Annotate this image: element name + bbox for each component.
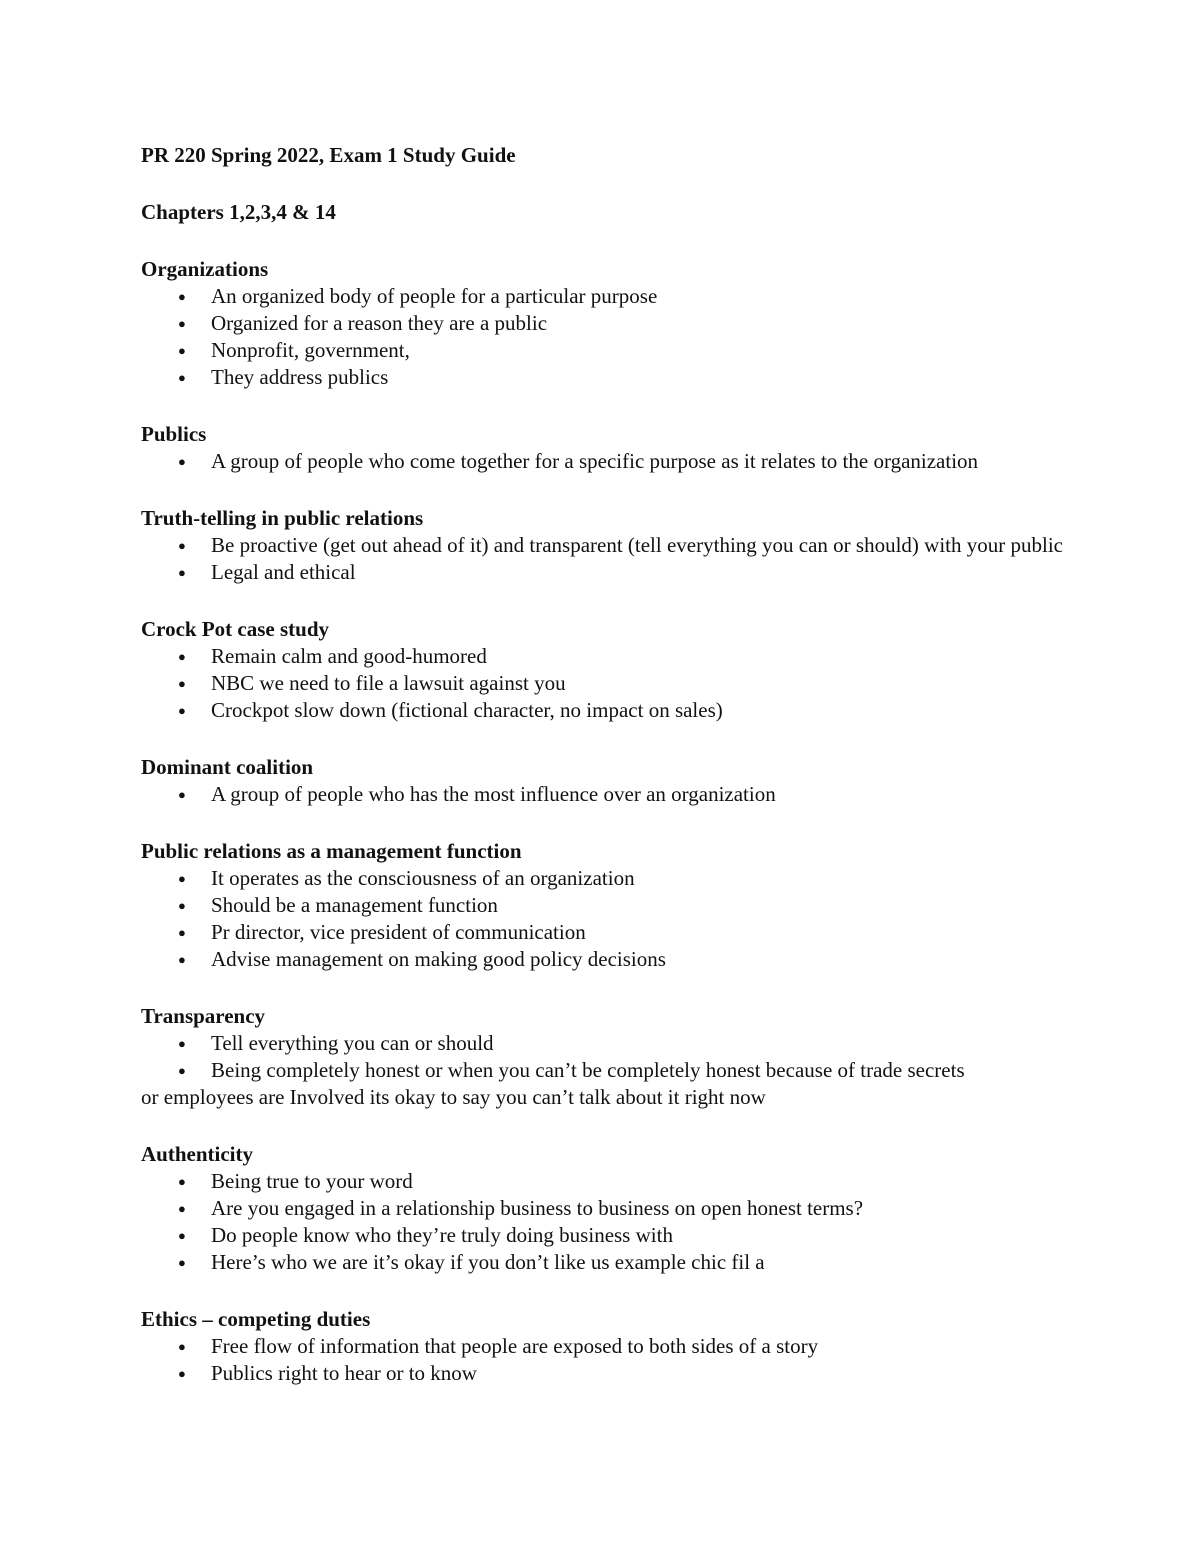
bullet-list (141, 643, 1191, 724)
bullet-item: ● Nonprofit, government, (141, 337, 1191, 364)
bullet-item: ● It operates as the consciousness of an organization (141, 865, 1191, 892)
section-authenticity (141, 1141, 1191, 1276)
section-crock-pot (141, 616, 1191, 724)
bullet-list (141, 781, 1191, 808)
section-transparency (141, 1003, 1191, 1111)
section-heading: Publics (141, 422, 207, 446)
document-title: PR 220 Spring 2022, Exam 1 Study Guide (141, 143, 516, 167)
bullet-item: ● Organized for a reason they are a public (141, 310, 1191, 337)
section-heading: Organizations (141, 257, 269, 281)
section-heading: Crock Pot case study (141, 617, 330, 641)
bullet-list (141, 1333, 1191, 1387)
bullet-item: ● Pr director, vice president of communication (141, 919, 1191, 946)
bullet-item: ● Tell everything you can or should (141, 1030, 1191, 1057)
section-heading: Authenticity (141, 1142, 253, 1166)
section-dominant-coalition (141, 754, 1191, 808)
section-heading: Ethics – competing duties (141, 1307, 371, 1331)
section-organizations (141, 256, 1191, 391)
bullet-item: ● An organized body of people for a particular purpose (141, 283, 1191, 310)
bullet-list (141, 1168, 1191, 1276)
section-ethics (141, 1306, 1191, 1387)
bullet-list (141, 283, 1191, 391)
section-publics (141, 421, 1191, 475)
bullet-item: ● A group of people who come together for a specific purpose as it relates to the organization (141, 448, 1191, 475)
section-heading: Dominant coalition (141, 755, 314, 779)
bullet-item: ● A group of people who has the most influence over an organization (141, 781, 1191, 808)
document-page (141, 142, 1191, 1417)
section-heading: Transparency (141, 1004, 266, 1028)
section-heading: Public relations as a management function (141, 839, 522, 863)
bullet-list (141, 865, 1191, 973)
chapters-line: Chapters 1,2,3,4 & 14 (141, 200, 336, 224)
section-management-function (141, 838, 1191, 973)
bullet-item: ● Being completely honest or when you can’t be completely honest because of trade secrets (141, 1057, 1191, 1084)
bullet-item: ● Be proactive (get out ahead of it) and transparent (tell everything you can or should) with your public (141, 532, 1191, 559)
section-truth-telling (141, 505, 1191, 586)
bullet-item: ● NBC we need to file a lawsuit against you (141, 670, 1191, 697)
bullet-item: ● Crockpot slow down (fictional character, no impact on sales) (141, 697, 1191, 724)
bullet-item: ● They address publics (141, 364, 1191, 391)
section-heading: Truth-telling in public relations (141, 506, 424, 530)
bullet-list (141, 1030, 1191, 1084)
bullet-item: ● Being true to your word (141, 1168, 1191, 1195)
bullet-item: ● Here’s who we are it’s okay if you don’t like us example chic fil a (141, 1249, 1191, 1276)
bullet-item: ● Are you engaged in a relationship business to business on open honest terms? (141, 1195, 1191, 1222)
bullet-item: ● Do people know who they’re truly doing business with (141, 1222, 1191, 1249)
bullet-continuation-text: or employees are Involved its okay to say you can’t talk about it right now (141, 1085, 766, 1109)
bullet-item: ● Free flow of information that people are exposed to both sides of a story (141, 1333, 1191, 1360)
bullet-list (141, 532, 1191, 586)
bullet-item: ● Advise management on making good policy decisions (141, 946, 1191, 973)
bullet-item: ● Remain calm and good-humored (141, 643, 1191, 670)
bullet-list (141, 448, 1191, 475)
bullet-item: ● Should be a management function (141, 892, 1191, 919)
bullet-item: ● Legal and ethical (141, 559, 1191, 586)
bullet-item: ● Publics right to hear or to know (141, 1360, 1191, 1387)
